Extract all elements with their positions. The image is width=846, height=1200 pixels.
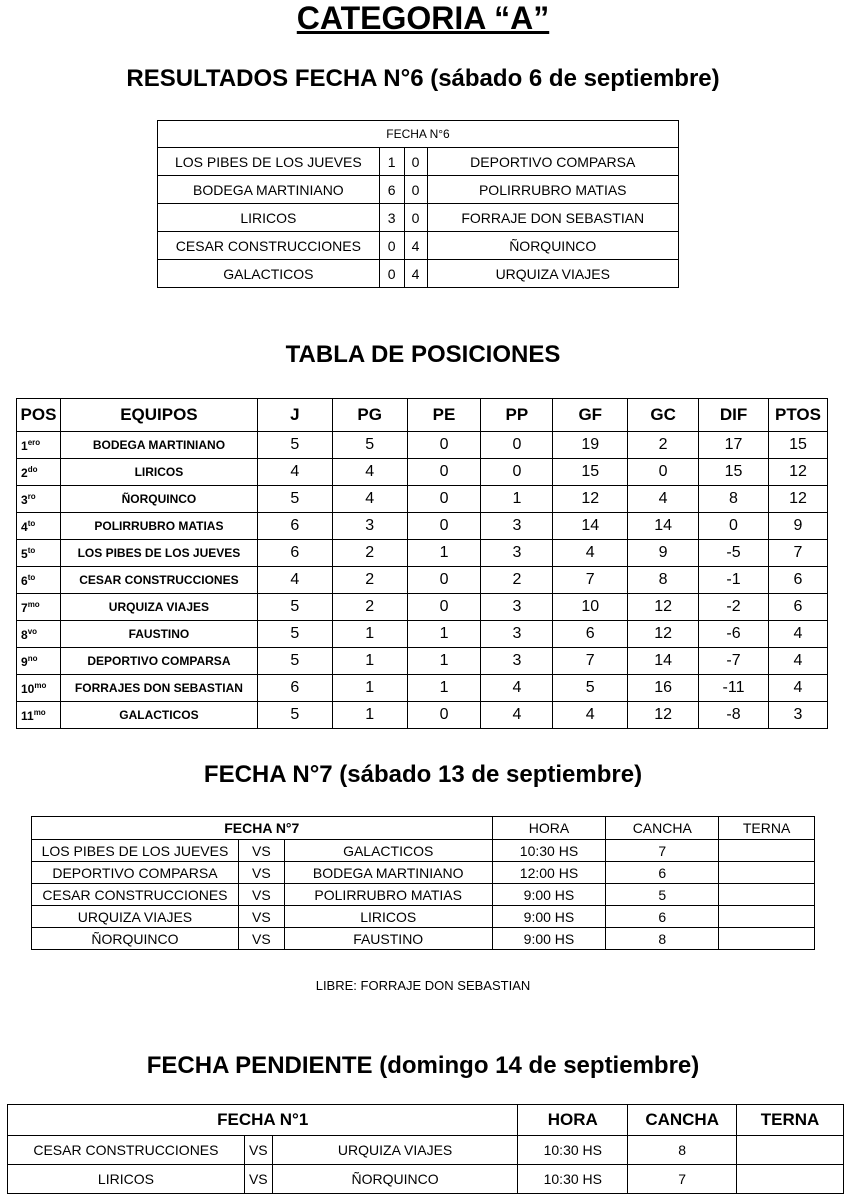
stat-pp: 1 <box>481 486 553 513</box>
pendiente-header-fecha: FECHA N°1 <box>8 1105 518 1136</box>
stat-dif: 0 <box>699 513 769 540</box>
fecha7-header-cancha: CANCHA <box>606 817 719 840</box>
match-away: URQUIZA VIAJES <box>272 1136 518 1165</box>
position-suffix: mo <box>34 680 47 690</box>
stat-pts: 6 <box>768 567 827 594</box>
position-number: 11 <box>21 708 34 723</box>
stat-gc: 12 <box>628 621 699 648</box>
column-header: PTOS <box>768 399 827 432</box>
stat-dif: 8 <box>699 486 769 513</box>
position-cell <box>17 621 61 648</box>
stat-pg: 5 <box>332 432 407 459</box>
stat-pe: 0 <box>407 594 481 621</box>
match-vs: VS <box>238 928 284 950</box>
away-score: 0 <box>404 148 427 176</box>
team-name: DEPORTIVO COMPARSA <box>60 648 257 675</box>
match-away: GALACTICOS <box>284 840 492 862</box>
stat-j: 6 <box>257 513 332 540</box>
stat-pp: 4 <box>481 702 553 729</box>
result-row <box>158 176 679 204</box>
match-home: URQUIZA VIAJES <box>32 906 239 928</box>
away-team: URQUIZA VIAJES <box>427 260 679 288</box>
stat-gf: 14 <box>553 513 628 540</box>
match-hora: 12:00 HS <box>492 862 606 884</box>
away-team: POLIRRUBRO MATIAS <box>427 176 679 204</box>
stat-pts: 4 <box>768 675 827 702</box>
standings-row <box>17 675 828 702</box>
stat-gc: 12 <box>628 594 699 621</box>
match-vs: VS <box>238 906 284 928</box>
stat-pg: 2 <box>332 594 407 621</box>
standings-row <box>17 567 828 594</box>
stat-dif: -8 <box>699 702 769 729</box>
position-cell <box>17 567 61 594</box>
position-suffix: do <box>27 464 38 474</box>
stat-pe: 0 <box>407 432 481 459</box>
pendiente-header-hora: HORA <box>518 1105 628 1136</box>
match-vs: VS <box>238 884 284 906</box>
away-team: DEPORTIVO COMPARSA <box>427 148 679 176</box>
match-away: ÑORQUINCO <box>272 1165 518 1194</box>
stat-gc: 8 <box>628 567 699 594</box>
match-vs: VS <box>238 862 284 884</box>
match-terna <box>719 906 815 928</box>
stat-j: 4 <box>257 459 332 486</box>
stat-gc: 12 <box>628 702 699 729</box>
stat-pp: 2 <box>481 567 553 594</box>
match-cancha: 7 <box>628 1165 737 1194</box>
stat-gf: 7 <box>553 567 628 594</box>
match-hora: 10:30 HS <box>518 1165 628 1194</box>
match-cancha: 6 <box>606 862 719 884</box>
fixture-row <box>32 862 815 884</box>
libre-note: LIBRE: FORRAJE DON SEBASTIAN <box>315 978 531 993</box>
stat-pg: 2 <box>332 567 407 594</box>
team-name: POLIRRUBRO MATIAS <box>60 513 257 540</box>
stat-pg: 4 <box>332 459 407 486</box>
team-name: URQUIZA VIAJES <box>60 594 257 621</box>
match-terna <box>719 840 815 862</box>
stat-gc: 14 <box>628 513 699 540</box>
stat-gf: 12 <box>553 486 628 513</box>
stat-pe: 1 <box>407 648 481 675</box>
position-number: 10 <box>21 681 35 696</box>
stat-pp: 3 <box>481 594 553 621</box>
standings-row <box>17 702 828 729</box>
stat-pp: 3 <box>481 621 553 648</box>
results-table <box>157 120 679 288</box>
match-away: LIRICOS <box>284 906 492 928</box>
fecha7-table <box>31 816 815 950</box>
position-suffix: no <box>27 653 38 663</box>
standings-row <box>17 621 828 648</box>
fixture-row <box>32 840 815 862</box>
stat-gf: 5 <box>553 675 628 702</box>
position-suffix: ero <box>27 437 41 447</box>
match-cancha: 8 <box>606 928 719 950</box>
match-vs: VS <box>244 1165 272 1194</box>
column-header: GC <box>628 399 699 432</box>
pendiente-header-cancha: CANCHA <box>628 1105 737 1136</box>
standings-row <box>17 459 828 486</box>
stat-gc: 4 <box>628 486 699 513</box>
column-header: J <box>257 399 332 432</box>
position-number: 4 <box>21 519 28 534</box>
position-cell <box>17 702 61 729</box>
stat-gc: 2 <box>628 432 699 459</box>
home-team: BODEGA MARTINIANO <box>158 176 380 204</box>
fecha7-header-fecha: FECHA N°7 <box>32 817 493 840</box>
stat-gf: 10 <box>553 594 628 621</box>
standings-row <box>17 513 828 540</box>
standings-row <box>17 432 828 459</box>
match-cancha: 8 <box>628 1136 737 1165</box>
stat-pg: 1 <box>332 675 407 702</box>
stat-pe: 1 <box>407 540 481 567</box>
position-number: 6 <box>21 573 28 588</box>
page-title: CATEGORIA “A” <box>296 0 550 36</box>
position-cell <box>17 540 61 567</box>
stat-pg: 1 <box>332 621 407 648</box>
away-team: ÑORQUINCO <box>427 232 679 260</box>
results-heading: RESULTADOS FECHA N°6 (sábado 6 de septiembre) <box>126 65 720 92</box>
position-suffix: to <box>27 572 36 582</box>
match-home: ÑORQUINCO <box>32 928 239 950</box>
stat-pts: 15 <box>768 432 827 459</box>
results-table-header: FECHA N°6 <box>158 121 679 148</box>
column-header: PP <box>481 399 553 432</box>
fixture-row <box>32 906 815 928</box>
fecha7-header-terna: TERNA <box>719 817 815 840</box>
stat-pts: 12 <box>768 459 827 486</box>
match-terna <box>719 862 815 884</box>
stat-j: 5 <box>257 594 332 621</box>
position-cell <box>17 513 61 540</box>
stat-gf: 4 <box>553 540 628 567</box>
position-cell <box>17 432 61 459</box>
pending-fixture-row <box>8 1136 844 1165</box>
position-number: 2 <box>21 465 28 480</box>
stat-pp: 0 <box>481 459 553 486</box>
column-header: EQUIPOS <box>60 399 257 432</box>
stat-dif: -6 <box>699 621 769 648</box>
stat-dif: -5 <box>699 540 769 567</box>
away-score: 4 <box>404 260 427 288</box>
position-suffix: ro <box>27 491 36 501</box>
match-home: CESAR CONSTRUCCIONES <box>8 1136 245 1165</box>
position-number: 1 <box>21 438 28 453</box>
column-header: POS <box>17 399 61 432</box>
stat-gf: 6 <box>553 621 628 648</box>
fecha7-heading: FECHA N°7 (sábado 13 de septiembre) <box>203 761 643 788</box>
stat-pe: 0 <box>407 459 481 486</box>
match-hora: 10:30 HS <box>492 840 606 862</box>
stat-pe: 0 <box>407 513 481 540</box>
result-row <box>158 232 679 260</box>
column-header: PG <box>332 399 407 432</box>
standings-row <box>17 594 828 621</box>
away-team: FORRAJE DON SEBASTIAN <box>427 204 679 232</box>
fecha7-header-hora: HORA <box>492 817 606 840</box>
position-number: 3 <box>21 492 28 507</box>
stat-j: 5 <box>257 621 332 648</box>
stat-pe: 1 <box>407 675 481 702</box>
standings-row <box>17 486 828 513</box>
match-terna <box>719 884 815 906</box>
pendiente-heading: FECHA PENDIENTE (domingo 14 de septiembre) <box>146 1052 700 1079</box>
position-number: 5 <box>21 546 28 561</box>
match-terna <box>719 928 815 950</box>
stat-pts: 6 <box>768 594 827 621</box>
position-suffix: to <box>27 545 36 555</box>
position-cell <box>17 594 61 621</box>
stat-dif: 17 <box>699 432 769 459</box>
match-terna <box>737 1165 844 1194</box>
position-number: 8 <box>21 627 28 642</box>
match-hora: 9:00 HS <box>492 884 606 906</box>
stat-j: 6 <box>257 675 332 702</box>
standings-table <box>16 398 828 729</box>
away-score: 4 <box>404 232 427 260</box>
match-home: LIRICOS <box>8 1165 245 1194</box>
stat-dif: 15 <box>699 459 769 486</box>
stat-pe: 0 <box>407 486 481 513</box>
match-hora: 9:00 HS <box>492 906 606 928</box>
position-cell <box>17 486 61 513</box>
away-score: 0 <box>404 176 427 204</box>
stat-pts: 12 <box>768 486 827 513</box>
stat-pts: 4 <box>768 621 827 648</box>
team-name: FORRAJES DON SEBASTIAN <box>60 675 257 702</box>
home-team: CESAR CONSTRUCCIONES <box>158 232 380 260</box>
match-away: BODEGA MARTINIANO <box>284 862 492 884</box>
stat-pe: 0 <box>407 567 481 594</box>
position-suffix: vo <box>27 626 38 636</box>
stat-pg: 3 <box>332 513 407 540</box>
pendiente-header-terna: TERNA <box>737 1105 844 1136</box>
match-home: LOS PIBES DE LOS JUEVES <box>32 840 239 862</box>
stat-gf: 15 <box>553 459 628 486</box>
position-suffix: to <box>27 518 36 528</box>
match-vs: VS <box>238 840 284 862</box>
stat-gc: 9 <box>628 540 699 567</box>
home-score: 1 <box>379 148 404 176</box>
position-cell <box>17 648 61 675</box>
home-score: 6 <box>379 176 404 204</box>
position-number: 9 <box>21 654 28 669</box>
stat-pe: 0 <box>407 702 481 729</box>
match-away: POLIRRUBRO MATIAS <box>284 884 492 906</box>
position-suffix: mo <box>33 707 46 717</box>
fixture-row <box>32 928 815 950</box>
stat-pe: 1 <box>407 621 481 648</box>
stat-pp: 0 <box>481 432 553 459</box>
fixture-row <box>32 884 815 906</box>
away-score: 0 <box>404 204 427 232</box>
stat-pp: 4 <box>481 675 553 702</box>
stat-j: 6 <box>257 540 332 567</box>
column-header: PE <box>407 399 481 432</box>
home-score: 0 <box>379 232 404 260</box>
stat-pg: 1 <box>332 702 407 729</box>
stat-dif: -7 <box>699 648 769 675</box>
stat-gf: 4 <box>553 702 628 729</box>
match-cancha: 5 <box>606 884 719 906</box>
pending-fixture-row <box>8 1165 844 1194</box>
home-score: 0 <box>379 260 404 288</box>
stat-pg: 1 <box>332 648 407 675</box>
stat-pts: 9 <box>768 513 827 540</box>
stat-pp: 3 <box>481 540 553 567</box>
team-name: GALACTICOS <box>60 702 257 729</box>
column-header: DIF <box>699 399 769 432</box>
standings-row <box>17 540 828 567</box>
stat-j: 4 <box>257 567 332 594</box>
standings-heading: TABLA DE POSICIONES <box>285 341 561 368</box>
result-row <box>158 260 679 288</box>
home-team: GALACTICOS <box>158 260 380 288</box>
stat-pts: 3 <box>768 702 827 729</box>
stat-gc: 0 <box>628 459 699 486</box>
match-vs: VS <box>244 1136 272 1165</box>
stat-dif: -2 <box>699 594 769 621</box>
position-cell <box>17 459 61 486</box>
stat-j: 5 <box>257 702 332 729</box>
stat-dif: -11 <box>699 675 769 702</box>
match-hora: 9:00 HS <box>492 928 606 950</box>
stat-j: 5 <box>257 648 332 675</box>
position-number: 7 <box>21 600 28 615</box>
stat-j: 5 <box>257 486 332 513</box>
home-score: 3 <box>379 204 404 232</box>
stat-j: 5 <box>257 432 332 459</box>
standings-row <box>17 648 828 675</box>
home-team: LIRICOS <box>158 204 380 232</box>
team-name: LOS PIBES DE LOS JUEVES <box>60 540 257 567</box>
match-terna <box>737 1136 844 1165</box>
match-home: CESAR CONSTRUCCIONES <box>32 884 239 906</box>
stat-pg: 2 <box>332 540 407 567</box>
match-cancha: 7 <box>606 840 719 862</box>
stat-pg: 4 <box>332 486 407 513</box>
team-name: LIRICOS <box>60 459 257 486</box>
stat-gf: 19 <box>553 432 628 459</box>
position-suffix: mo <box>27 599 40 609</box>
stat-pp: 3 <box>481 648 553 675</box>
team-name: BODEGA MARTINIANO <box>60 432 257 459</box>
team-name: ÑORQUINCO <box>60 486 257 513</box>
stat-pts: 4 <box>768 648 827 675</box>
match-hora: 10:30 HS <box>518 1136 628 1165</box>
team-name: CESAR CONSTRUCCIONES <box>60 567 257 594</box>
pendiente-table <box>7 1104 844 1194</box>
team-name: FAUSTINO <box>60 621 257 648</box>
position-cell <box>17 675 61 702</box>
match-away: FAUSTINO <box>284 928 492 950</box>
column-header: GF <box>553 399 628 432</box>
stat-gc: 14 <box>628 648 699 675</box>
stat-gc: 16 <box>628 675 699 702</box>
stat-dif: -1 <box>699 567 769 594</box>
stat-pp: 3 <box>481 513 553 540</box>
stat-pts: 7 <box>768 540 827 567</box>
result-row <box>158 204 679 232</box>
result-row <box>158 148 679 176</box>
home-team: LOS PIBES DE LOS JUEVES <box>158 148 380 176</box>
match-cancha: 6 <box>606 906 719 928</box>
stat-gf: 7 <box>553 648 628 675</box>
match-home: DEPORTIVO COMPARSA <box>32 862 239 884</box>
